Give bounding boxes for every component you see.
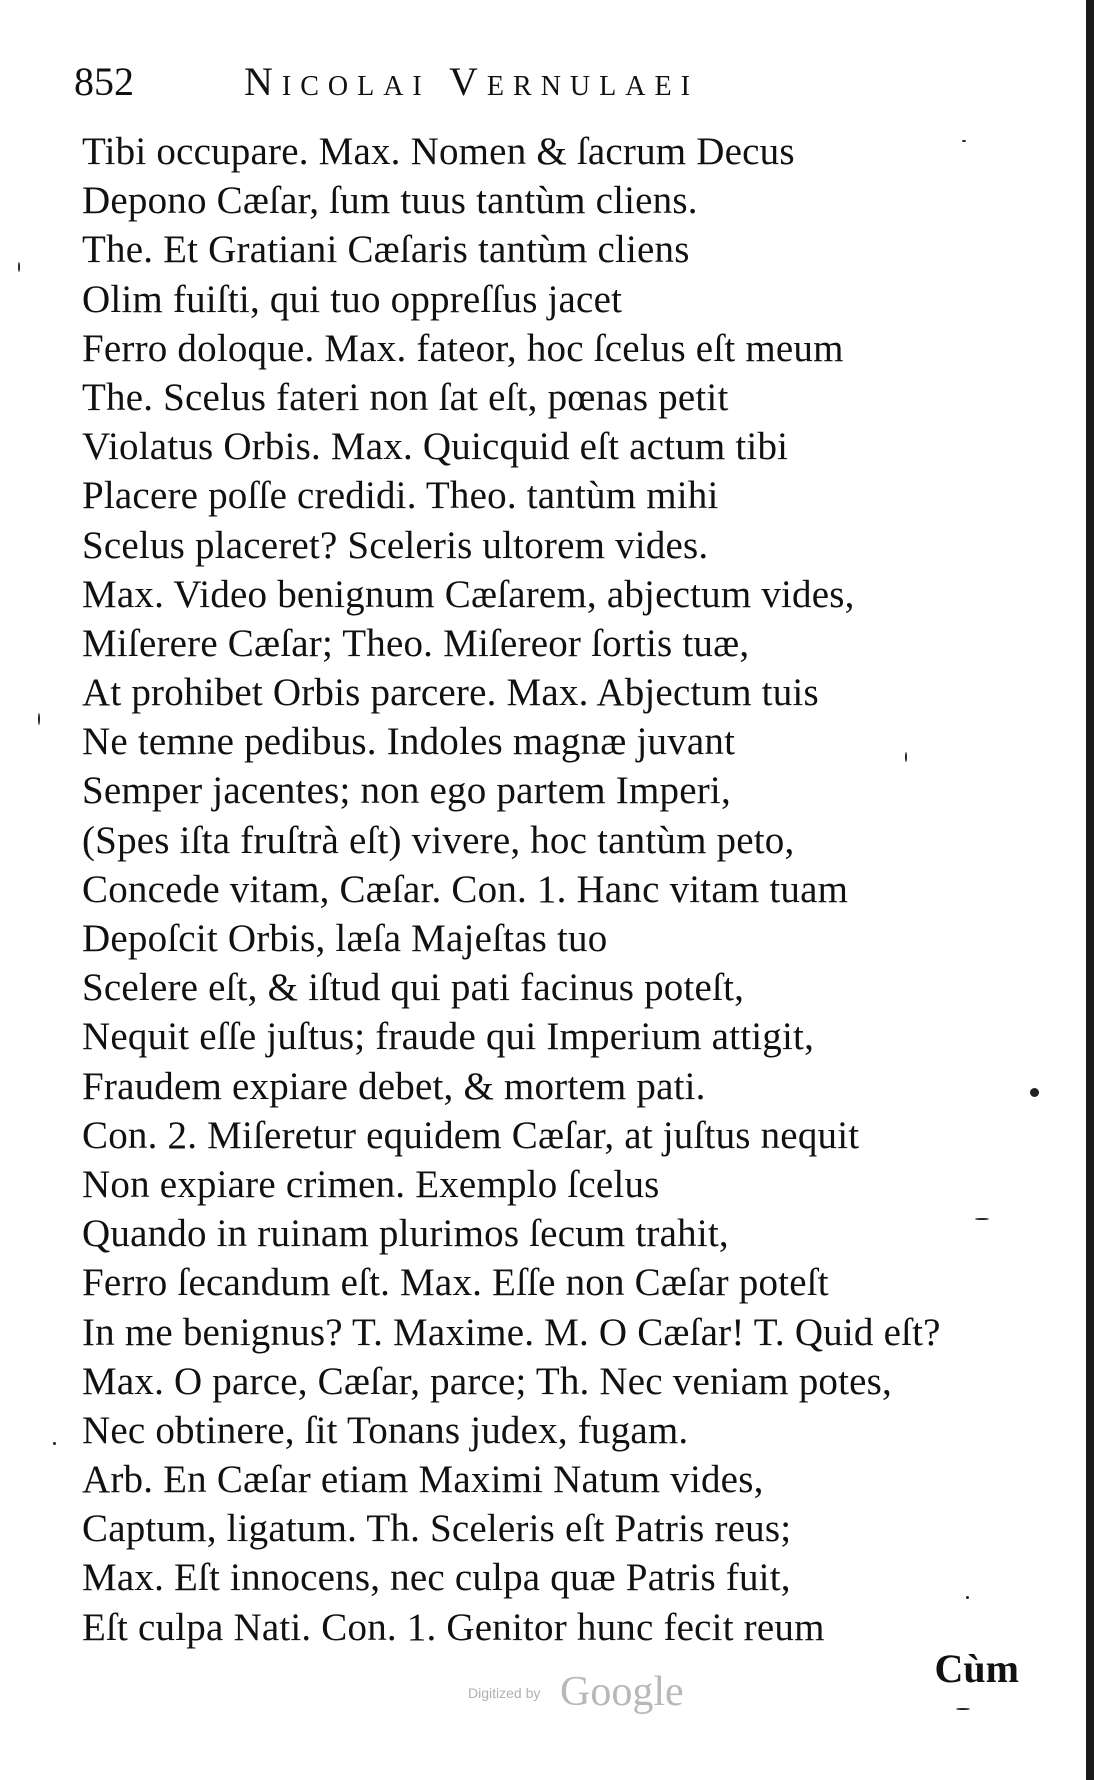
verse-line: Tibi occupare. Max. Nomen & ſacrum Decus [82,130,795,173]
verse-line: Scelere eſt, & iſtud qui pati facinus poteſt, [82,966,745,1010]
verse-line: The. Et Gratiani Cæſaris tantùm cliens [82,228,690,272]
ink-speck [38,713,40,725]
page-header [74,58,934,118]
verse-line: Ferro doloque. Max. fateor, hoc ſcelus eſt meum [82,326,844,370]
ink-speck [53,1442,56,1445]
verse-line: Ferro ſecandum eſt. Max. Eſſe non Cæſar poteſt [82,1261,829,1305]
verse-line: Max. O parce, Cæſar, parce; Th. Nec veniam potes, [82,1359,892,1403]
verse-line: Con. 2. Miſeretur equidem Cæſar, at juſtus nequit [82,1113,860,1157]
google-watermark: Google [560,1669,684,1715]
verse-line: Eſt culpa Nati. Con. 1. Genitor hunc fecit reum [82,1605,825,1649]
verse-line: Violatus Orbis. Max. Quicquid eſt actum tibi [82,425,789,469]
verse-line: Arb. En Cæſar etiam Maximi Natum vides, [82,1458,764,1502]
verse-line: Depono Cæſar, ſum tuus tantùm cliens. [82,179,698,223]
verse-line: Miſerere Cæſar; Theo. Miſereor ſortis tuæ, [82,621,750,665]
verse-line: Placere poſſe credidi. Theo. tantùm mihi [82,474,719,518]
verse-line: The. Scelus fateri non ſat eſt, pœnas petit [82,375,729,419]
digitized-by-label: Digitized by [468,1685,541,1701]
running-head: Nicolai Vernulaei [244,59,699,104]
verse-line: Semper jacentes; non ego partem Imperi, [82,769,731,813]
catchword: Cùm [934,1646,1019,1691]
page-edge-shadow [1086,0,1094,1780]
ink-speck [18,262,20,272]
verse-line: Max. Eſt innocens, nec culpa quæ Patris fuit, [82,1556,791,1600]
verse-line: In me benignus? T. Maxime. M. O Cæſar! T. Quid eſt? [82,1310,941,1354]
verse-line: Captum, ligatum. Th. Sceleris eſt Patris reus; [82,1507,792,1551]
verse-line: Max. Video benignum Cæſarem, abjectum vides, [82,572,855,616]
verse-line: Nec obtinere, ſit Tonans judex, fugam. [82,1408,689,1452]
verse-line: At prohibet Orbis parcere. Max. Abjectum tuis [82,671,819,715]
verse-text [82,127,1032,1652]
verse-line: Olim fuiſti, qui tuo oppreſſus jacet [82,277,623,321]
verse-line: Quando in ruinam plurimos ſecum trahit, [82,1212,729,1256]
verse-line: Concede vitam, Cæſar. Con. 1. Hanc vitam tuam [82,867,849,911]
verse-line: Ne temne pedibus. Indoles magnæ juvant [82,720,736,764]
verse-line: Non expiare crimen. Exemplo ſcelus [82,1162,660,1206]
page-number: 852 [74,59,134,104]
verse-line: (Spes iſta fruſtrà eſt) vivere, hoc tantùm peto, [82,818,795,862]
verse-line: Nequit eſſe juſtus; fraude qui Imperium attigit, [82,1015,815,1059]
verse-line: Fraudem expiare debet, & mortem pati. [82,1064,706,1108]
verse-line: Depoſcit Orbis, læſa Majeſtas tuo [82,917,608,960]
verse-line: Scelus placeret? Sceleris ultorem vides. [82,523,709,567]
ink-speck [956,1708,970,1710]
